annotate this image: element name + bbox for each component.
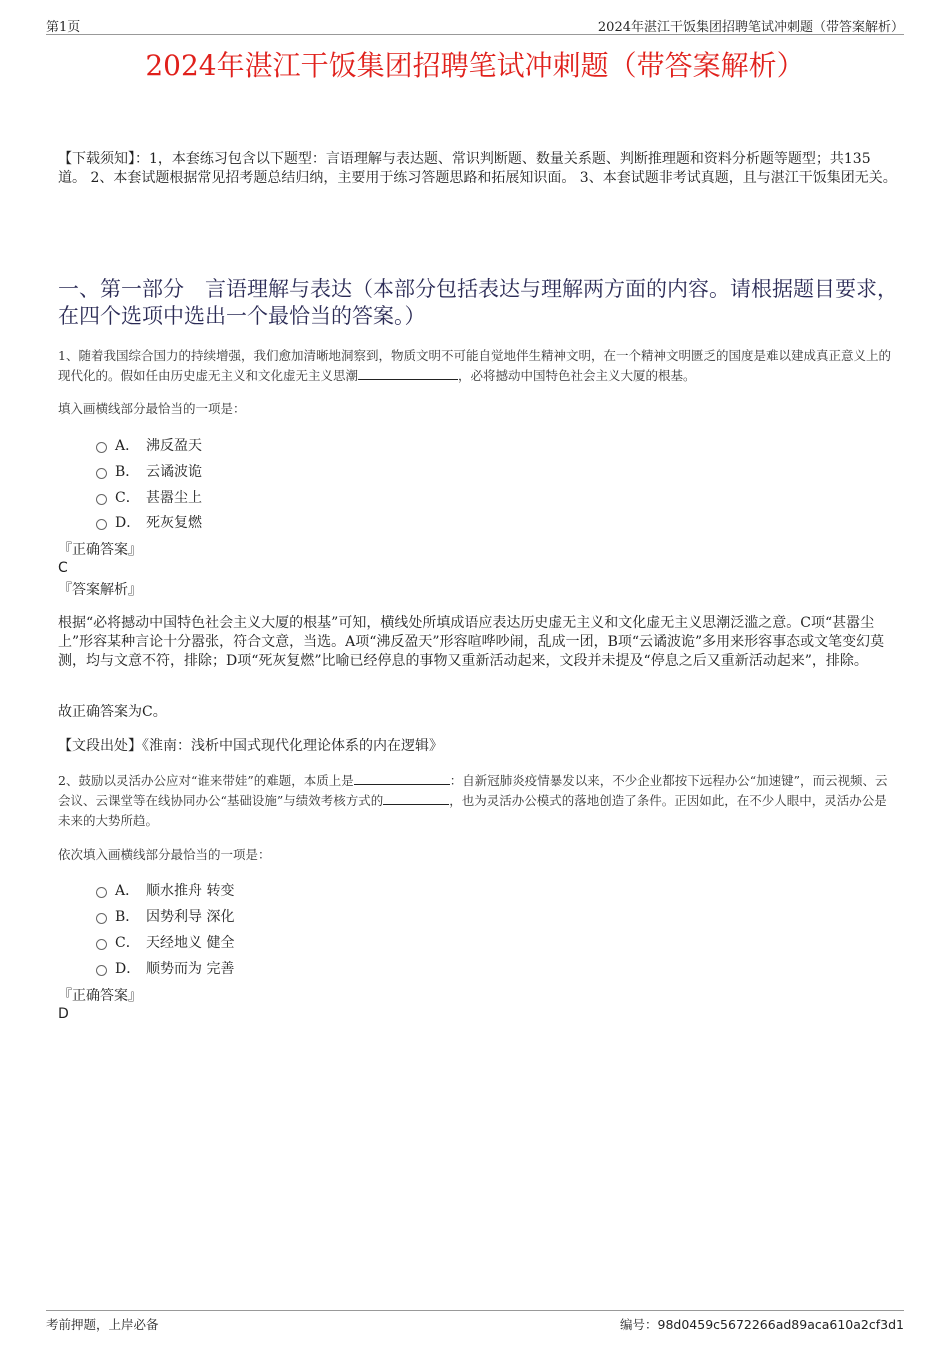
footer-slogan: 考前押题，上岸必备 bbox=[46, 1317, 159, 1332]
header-doc-title: 2024年湛江干饭集团招聘笔试冲刺题（带答案解析） bbox=[597, 20, 904, 35]
question-2-answer-label: 『正确答案』 bbox=[58, 988, 142, 1004]
question-2-stem: 2、鼓励以灵活办公应对“谁来带娃”的难题，本质上是 ：自新冠肺炎疫情暴发以来，不少企业都按下远程办公“加速键”，而云视频、云会议、云课堂等在线协同办公“基础设施”与绩效考核方式的 ，也为灵活办公模式的落地创造了条件。正因如此，在不少人眼中，灵活办公是未来的大势所趋。 bbox=[58, 773, 888, 828]
answer-blank bbox=[358, 367, 458, 380]
answer-blank bbox=[383, 792, 449, 805]
radio-button[interactable] bbox=[96, 519, 107, 530]
radio-button[interactable] bbox=[96, 887, 107, 898]
radio-button[interactable] bbox=[96, 494, 107, 505]
download-notice: 【下载须知】：1，本套练习包含以下题型：言语理解与表达题、常识判断题、数量关系题、判断推理题和资料分析题等题型；共135道。 2、本套试题根据常见招考题总结归纳，主要用于练习答题思路和拓展知识面。 3、本套试题非考试真题，且与湛江干饭集团无关。 bbox=[58, 151, 897, 186]
footer-divider bbox=[46, 1310, 904, 1311]
question-1-analysis: 根据“必将撼动中国特色社会主义大厦的根基”可知，横线处所填成语应表达历史虚无主义和文化虚无主义思潮泛滥之意。C项“甚嚣尘上”形容某种言论十分嚣张，符合文意，当选。A项“沸反盈天”形容喧哗吵闹，乱成一团，B项“云谲波诡”多用来形容事态或文笔变幻莫测，均与文意不符，排除；D项“死灰复燃”比喻已经停息的事物又重新活动起来，文段并未提及“停息之后又重新活动起来”，排除。 bbox=[58, 615, 885, 669]
question-1-prompt: 填入画横线部分最恰当的一项是： bbox=[58, 401, 246, 416]
radio-button[interactable] bbox=[96, 442, 107, 453]
document-title: 2024年湛江干饭集团招聘笔试冲刺题（带答案解析） bbox=[145, 49, 805, 82]
question-1-conclusion: 故正确答案为C。 bbox=[58, 704, 167, 720]
question-2-prompt: 依次填入画横线部分最恰当的一项是： bbox=[58, 847, 271, 862]
footer-code: 编号：98d0459c5672266ad89aca610a2cf3d1 bbox=[620, 1317, 904, 1332]
page-footer bbox=[46, 1310, 904, 1334]
radio-button[interactable] bbox=[96, 965, 107, 976]
radio-button[interactable] bbox=[96, 468, 107, 479]
header-divider bbox=[46, 34, 904, 35]
section-title: 一、第一部分 言语理解与表达（本部分包括表达与理解两方面的内容。请根据题目要求，在四个选项中选出一个最恰当的答案。） bbox=[58, 277, 898, 328]
radio-button[interactable] bbox=[96, 913, 107, 924]
question-1-answer: C bbox=[58, 560, 68, 576]
question-2-answer: D bbox=[58, 1006, 69, 1022]
question-1-source: 【文段出处】《淮南：浅析中国式现代化理论体系的内在逻辑》 bbox=[58, 738, 443, 754]
page-header bbox=[46, 14, 904, 34]
question-1-stem: 1、随着我国综合国力的持续增强，我们愈加清晰地洞察到，物质文明不可能自觉地伴生精神文明，在一个精神文明匮乏的国度是难以建成真正意义上的现代化的。假如任由历史虚无主义和文化虚无主义思潮 ，必将撼动中国特色社会主义大厦的根基。 bbox=[58, 348, 891, 383]
radio-button[interactable] bbox=[96, 939, 107, 950]
page-number: 第1页 bbox=[46, 20, 81, 35]
question-1-answer-label: 『正确答案』 bbox=[58, 542, 142, 558]
answer-blank bbox=[354, 772, 450, 785]
question-1-analysis-label: 『答案解析』 bbox=[58, 582, 142, 598]
